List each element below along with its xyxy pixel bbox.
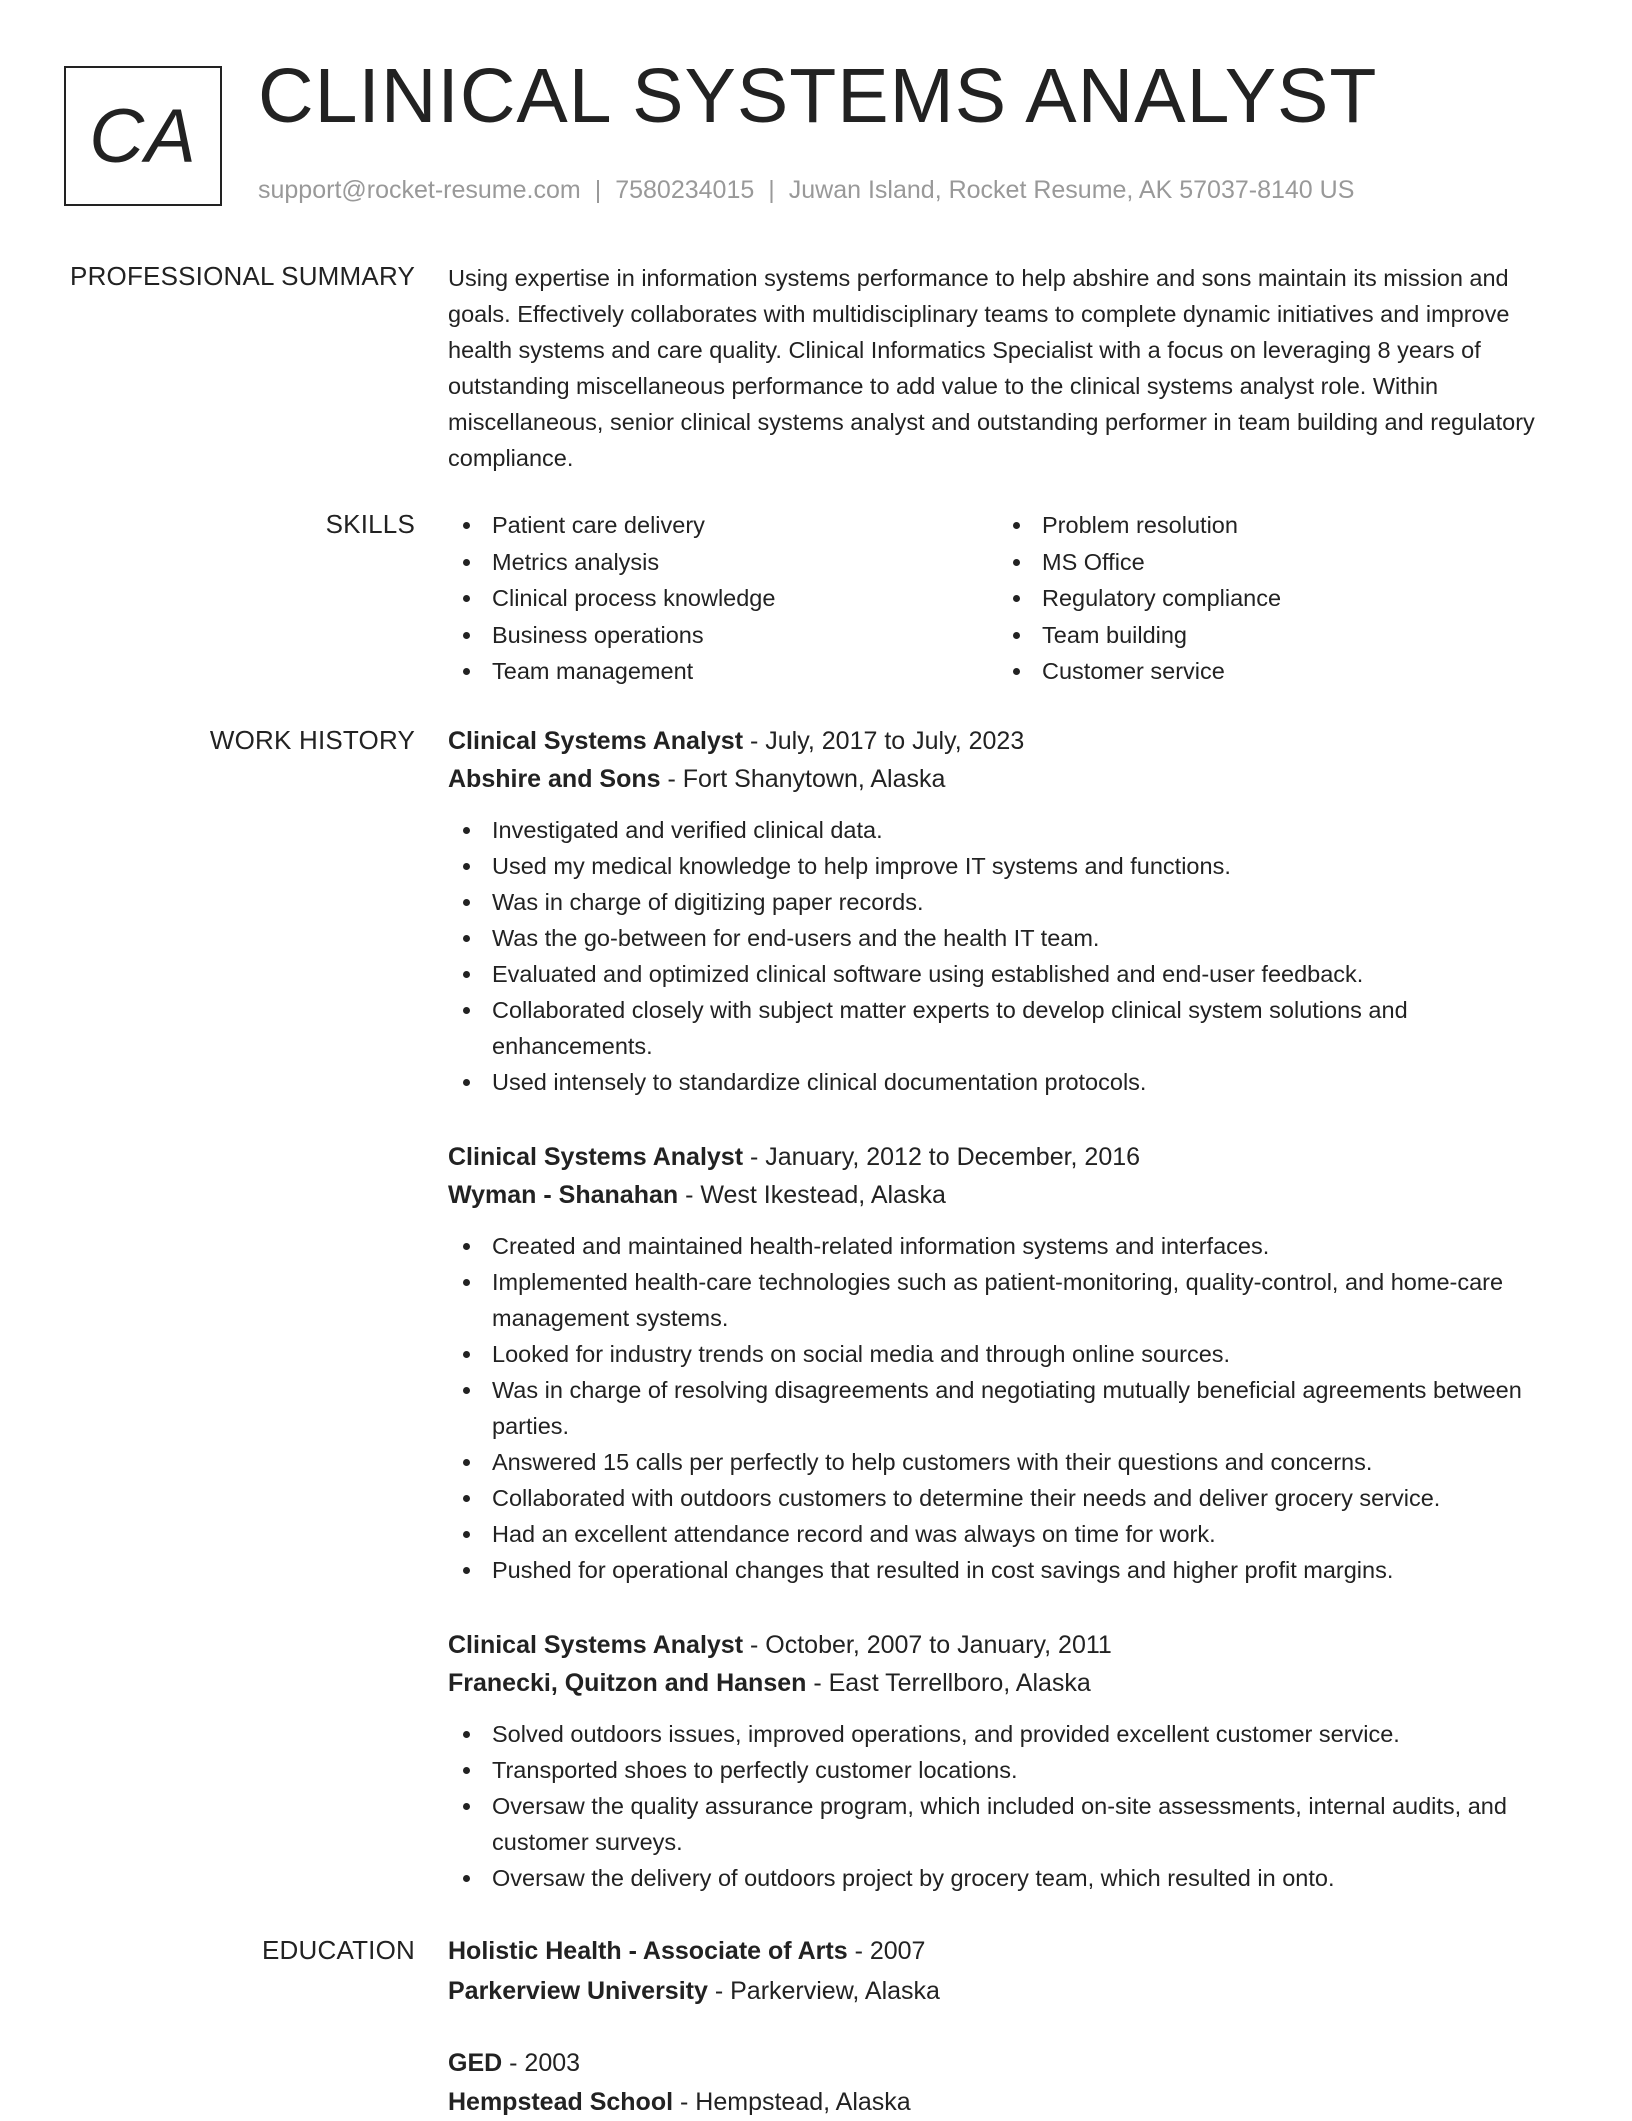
job-bullet: [448, 812, 1570, 848]
contact-email[interactable]: support@rocket-resume.com: [258, 176, 581, 204]
skill-item: [448, 617, 998, 654]
bullet-icon: [463, 522, 470, 529]
education-entry: [448, 1932, 1570, 2010]
job-bullet-text: Used intensely to standardize clinical documentation protocols.: [492, 1069, 1147, 1095]
job-bullet: [448, 1064, 1570, 1100]
skill-item: [448, 544, 998, 581]
job-title-line: [448, 1138, 1570, 1176]
contact-separator: |: [768, 176, 775, 204]
job-bullet: [448, 1480, 1570, 1516]
bullet-icon: [463, 1531, 470, 1538]
education-location: - Parkerview, Alaska: [714, 1977, 940, 2005]
education-heading: EDUCATION: [262, 1935, 415, 1965]
job-bullet: [448, 848, 1570, 884]
skills-heading: SKILLS: [325, 509, 415, 539]
job-title: Clinical Systems Analyst: [448, 1631, 744, 1659]
job-title-line: [448, 722, 1570, 760]
job-bullet-text: Answered 15 calls per perfectly to help customers with their questions and concerns.: [492, 1449, 1373, 1475]
work-history-heading: WORK HISTORY: [209, 725, 415, 755]
skill-label: Problem resolution: [1042, 512, 1238, 538]
job-bullet-text: Created and maintained health-related information systems and interfaces.: [492, 1233, 1270, 1259]
job-entry: [448, 722, 1570, 1100]
bullet-icon: [463, 1279, 470, 1286]
job-bullet: [448, 1716, 1570, 1752]
bullet-icon: [463, 1079, 470, 1086]
skill-item: [448, 653, 998, 690]
bullet-icon: [1013, 559, 1020, 566]
job-bullet: [448, 1444, 1570, 1480]
skill-item: [998, 653, 1548, 690]
job-entry: [448, 1138, 1570, 1588]
skills-body: [448, 507, 1570, 690]
job-bullet-text: Evaluated and optimized clinical software using established and end-user feedback.: [492, 961, 1364, 987]
education-school-line: [448, 2083, 1570, 2121]
job-company-line: [448, 1176, 1570, 1214]
job-dates: - July, 2017 to July, 2023: [750, 727, 1025, 755]
bullet-icon: [463, 1351, 470, 1358]
job-company-line: [448, 760, 1570, 798]
education-location: - Hempstead, Alaska: [680, 2088, 911, 2116]
skill-item: [998, 507, 1548, 544]
bullet-icon: [1013, 632, 1020, 639]
job-bullet-text: Was the go-between for end-users and the health IT team.: [492, 925, 1100, 951]
bullet-icon: [463, 632, 470, 639]
job-bullet: [448, 956, 1570, 992]
skill-label: Metrics analysis: [492, 548, 660, 575]
bullet-icon: [463, 1803, 470, 1810]
bullet-icon: [463, 971, 470, 978]
monogram-initials: CA: [89, 93, 197, 179]
job-bullets: [448, 1716, 1570, 1896]
job-bullet: [448, 884, 1570, 920]
job-title-line: [448, 1626, 1570, 1664]
job-dates: - January, 2012 to December, 2016: [750, 1143, 1141, 1171]
summary-text: Using expertise in information systems performance to help abshire and sons maintain its mission and goals. Effectively collaborates with multidisciplinary teams to complete dynamic initiatives and improve health systems and care quality. Clinical Informatics Specialist with a focus on leveraging 8 years of outstanding miscellaneous performance to add value to the clinical systems analyst role. Within miscellaneous, senior clinical systems analyst and outstanding performer in team building and regulatory compliance.: [448, 265, 1535, 471]
job-company: Wyman - Shanahan: [448, 1181, 679, 1209]
contact-address: Juwan Island, Rocket Resume, AK 57037-8140 US: [788, 176, 1355, 204]
skill-label: Clinical process knowledge: [492, 585, 776, 611]
monogram-badge: [64, 66, 222, 206]
job-company-line: [448, 1664, 1570, 1702]
job-bullet: [448, 992, 1570, 1064]
job-bullet: [448, 920, 1570, 956]
education-entry: [448, 2044, 1570, 2121]
summary-heading: PROFESSIONAL SUMMARY: [70, 261, 415, 291]
job-bullets: [448, 812, 1570, 1100]
job-bullet: [448, 1552, 1570, 1588]
job-company: Franecki, Quitzon and Hansen: [448, 1669, 807, 1697]
bullet-icon: [463, 863, 470, 870]
bullet-icon: [1013, 668, 1020, 675]
summary-body: [448, 260, 1570, 476]
bullet-icon: [463, 1387, 470, 1394]
skill-item: [448, 580, 998, 617]
bullet-icon: [463, 559, 470, 566]
bullet-icon: [463, 935, 470, 942]
job-bullet: [448, 1336, 1570, 1372]
job-bullet: [448, 1228, 1570, 1264]
contact-separator: |: [594, 176, 602, 204]
contact-line: [258, 176, 1354, 205]
job-bullet-text: Solved outdoors issues, improved operations, and provided excellent customer service.: [492, 1721, 1400, 1747]
bullet-icon: [463, 827, 470, 834]
bullet-icon: [463, 1007, 470, 1014]
job-bullet-text: Investigated and verified clinical data.: [492, 817, 883, 843]
bullet-icon: [463, 1243, 470, 1250]
skills-column-left: [448, 507, 998, 690]
job-bullet-text: Implemented health-care technologies such as patient-monitoring, quality-control, and home-care management systems.: [492, 1269, 1504, 1331]
bullet-icon: [463, 899, 470, 906]
job-bullet-text: Oversaw the delivery of outdoors project by grocery team, which resulted in onto.: [492, 1865, 1335, 1891]
bullet-icon: [463, 668, 470, 675]
job-bullet: [448, 1860, 1570, 1896]
bullet-icon: [463, 1875, 470, 1882]
skill-label: Customer service: [1042, 658, 1225, 684]
job-bullet-text: Looked for industry trends on social media and through online sources.: [492, 1341, 1231, 1367]
skill-item: [998, 580, 1548, 617]
job-bullet: [448, 1788, 1570, 1860]
job-bullet: [448, 1372, 1570, 1444]
job-bullet-text: Transported shoes to perfectly customer locations.: [492, 1757, 1018, 1783]
bullet-icon: [463, 1459, 470, 1466]
skill-item: [998, 544, 1548, 581]
skills-grid: [448, 507, 1570, 690]
bullet-icon: [463, 1767, 470, 1774]
education-degree: GED: [448, 2049, 503, 2077]
job-bullets: [448, 1228, 1570, 1588]
job-bullet-text: Collaborated closely with subject matter experts to develop clinical system solutions and enhancements.: [492, 997, 1408, 1059]
job-location: - Fort Shanytown, Alaska: [667, 765, 946, 793]
skill-label: Regulatory compliance: [1042, 585, 1282, 611]
job-title: Clinical Systems Analyst: [448, 727, 744, 755]
bullet-icon: [1013, 522, 1020, 529]
contact-phone[interactable]: 7580234015: [615, 176, 755, 204]
job-bullet: [448, 1264, 1570, 1336]
job-company: Abshire and Sons: [448, 765, 661, 793]
job-bullet-text: Had an excellent attendance record and was always on time for work.: [492, 1521, 1216, 1547]
job-entry: [448, 1626, 1570, 1896]
education-degree-line: [448, 1932, 1570, 1970]
bullet-icon: [1013, 595, 1020, 602]
education-degree-line: [448, 2044, 1570, 2082]
resume-title: CLINICAL SYSTEMS ANALYST: [258, 53, 1378, 139]
skill-item: [998, 617, 1548, 654]
bullet-icon: [463, 1567, 470, 1574]
job-bullet: [448, 1516, 1570, 1552]
job-bullet-text: Was in charge of digitizing paper records.: [492, 889, 924, 915]
education-year: - 2003: [509, 2049, 581, 2077]
bullet-icon: [463, 1731, 470, 1738]
job-location: - East Terrellboro, Alaska: [813, 1669, 1091, 1697]
skill-label: MS Office: [1042, 548, 1145, 575]
job-title: Clinical Systems Analyst: [448, 1143, 744, 1171]
job-bullet-text: Was in charge of resolving disagreements and negotiating mutually beneficial agreements between parties.: [492, 1377, 1522, 1439]
skill-label: Team building: [1042, 621, 1188, 648]
education-school: Parkerview University: [448, 1977, 708, 2005]
job-bullet: [448, 1752, 1570, 1788]
job-bullet-text: Pushed for operational changes that resulted in cost savings and higher profit margins.: [492, 1557, 1394, 1583]
job-dates: - October, 2007 to January, 2011: [750, 1631, 1112, 1659]
job-location: - West Ikestead, Alaska: [685, 1181, 946, 1209]
skill-label: Business operations: [492, 621, 704, 648]
job-bullet-text: Used my medical knowledge to help improve IT systems and functions.: [492, 853, 1231, 879]
skills-column-right: [998, 507, 1548, 690]
skill-label: Team management: [492, 658, 694, 684]
skill-label: Patient care delivery: [492, 512, 705, 538]
job-bullet-text: Oversaw the quality assurance program, which included on-site assessments, internal audits, and customer surveys.: [492, 1793, 1507, 1855]
skill-item: [448, 507, 998, 544]
education-school: Hempstead School: [448, 2088, 674, 2116]
education-degree: Holistic Health - Associate of Arts: [448, 1937, 848, 1965]
bullet-icon: [463, 595, 470, 602]
bullet-icon: [463, 1495, 470, 1502]
education-year: - 2007: [854, 1937, 926, 1965]
job-bullet-text: Collaborated with outdoors customers to determine their needs and deliver grocery service.: [492, 1485, 1441, 1511]
education-school-line: [448, 1972, 1570, 2010]
